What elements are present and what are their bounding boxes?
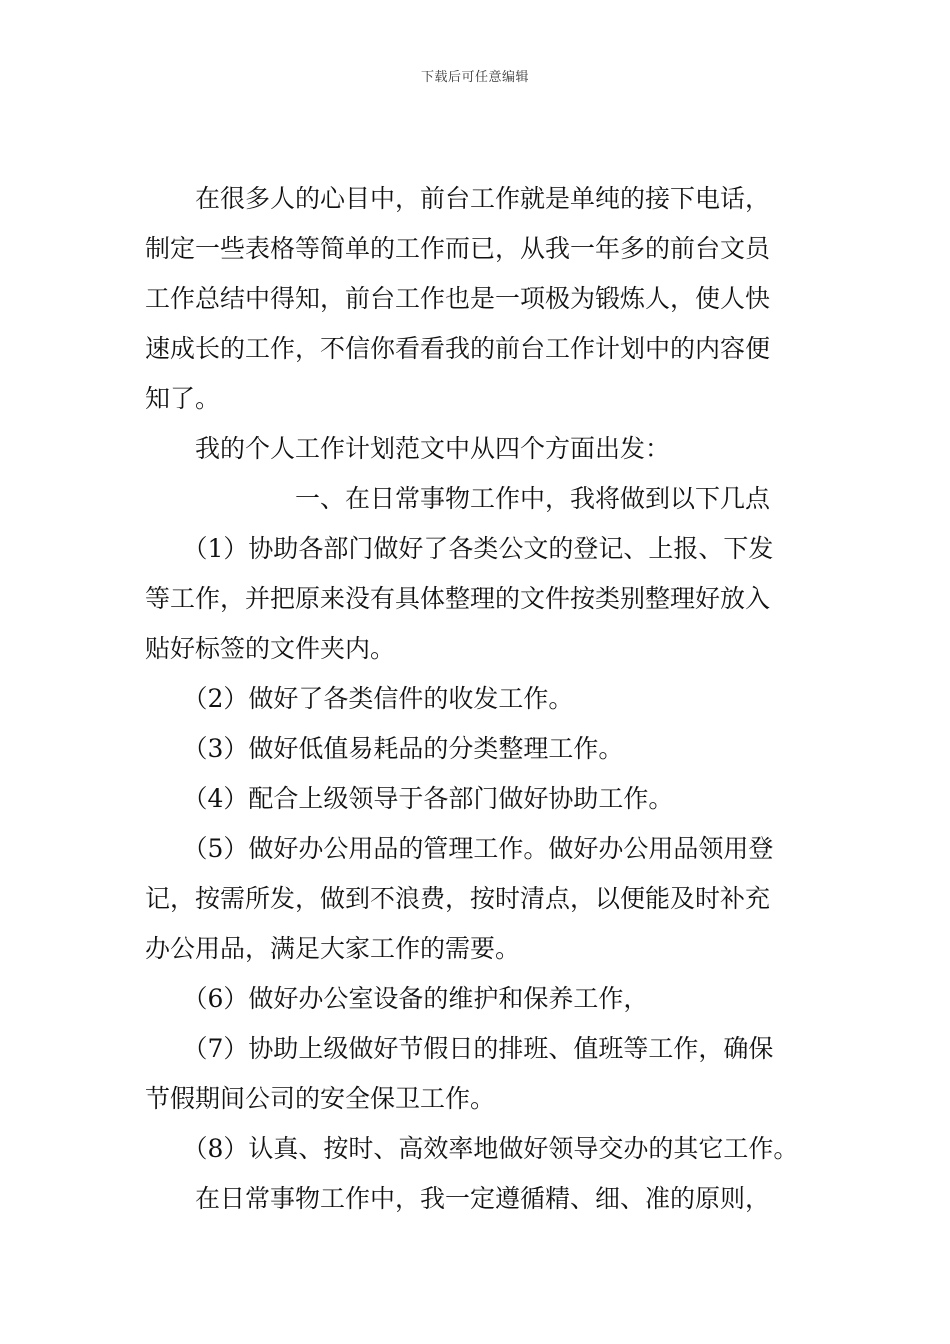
text-line: 贴好标签的文件夹内。 — [145, 634, 396, 663]
text-line: 速成长的工作，不信你看看我的前台工作计划中的内容便 — [145, 334, 771, 363]
text-line: 记，按需所发，做到不浪费，按时清点，以便能及时补充 — [145, 884, 771, 913]
text-line: 制定一些表格等简单的工作而已，从我一年多的前台文员 — [145, 234, 771, 263]
text-line: 等工作，并把原来没有具体整理的文件按类别整理好放入 — [145, 584, 771, 613]
text-line: （3）做好低值易耗品的分类整理工作。 — [145, 734, 624, 763]
text-line: 节假期间公司的安全保卫工作。 — [145, 1084, 496, 1113]
text-line: 在日常事物工作中，我一定遵循精、细、准的原则， — [145, 1184, 771, 1213]
text-line: 知了。 — [145, 384, 221, 413]
text-line: 办公用品，满足大家工作的需要。 — [145, 934, 521, 963]
text-line: （6）做好办公室设备的维护和保养工作， — [145, 984, 649, 1013]
page-header-note: 下载后可任意编辑 — [420, 70, 529, 85]
text-line: （5）做好办公用品的管理工作。做好办公用品领用登 — [145, 834, 774, 863]
text-line: （8）认真、按时、高效率地做好领导交办的其它工作。 — [145, 1134, 799, 1163]
text-line: 我的个人工作计划范文中从四个方面出发： — [145, 434, 671, 463]
text-line: （4）配合上级领导于各部门做好协助工作。 — [145, 784, 674, 813]
text-line: 工作总结中得知，前台工作也是一项极为锻炼人，使人快 — [145, 284, 771, 313]
text-line: （1）协助各部门做好了各类公文的登记、上报、下发 — [145, 534, 774, 563]
section-heading: 一、在日常事物工作中，我将做到以下几点 — [145, 484, 771, 513]
text-line: （2）做好了各类信件的收发工作。 — [145, 684, 574, 713]
text-line: （7）协助上级做好节假日的排班、值班等工作，确保 — [145, 1034, 774, 1063]
text-line: 在很多人的心目中，前台工作就是单纯的接下电话， — [145, 184, 771, 213]
